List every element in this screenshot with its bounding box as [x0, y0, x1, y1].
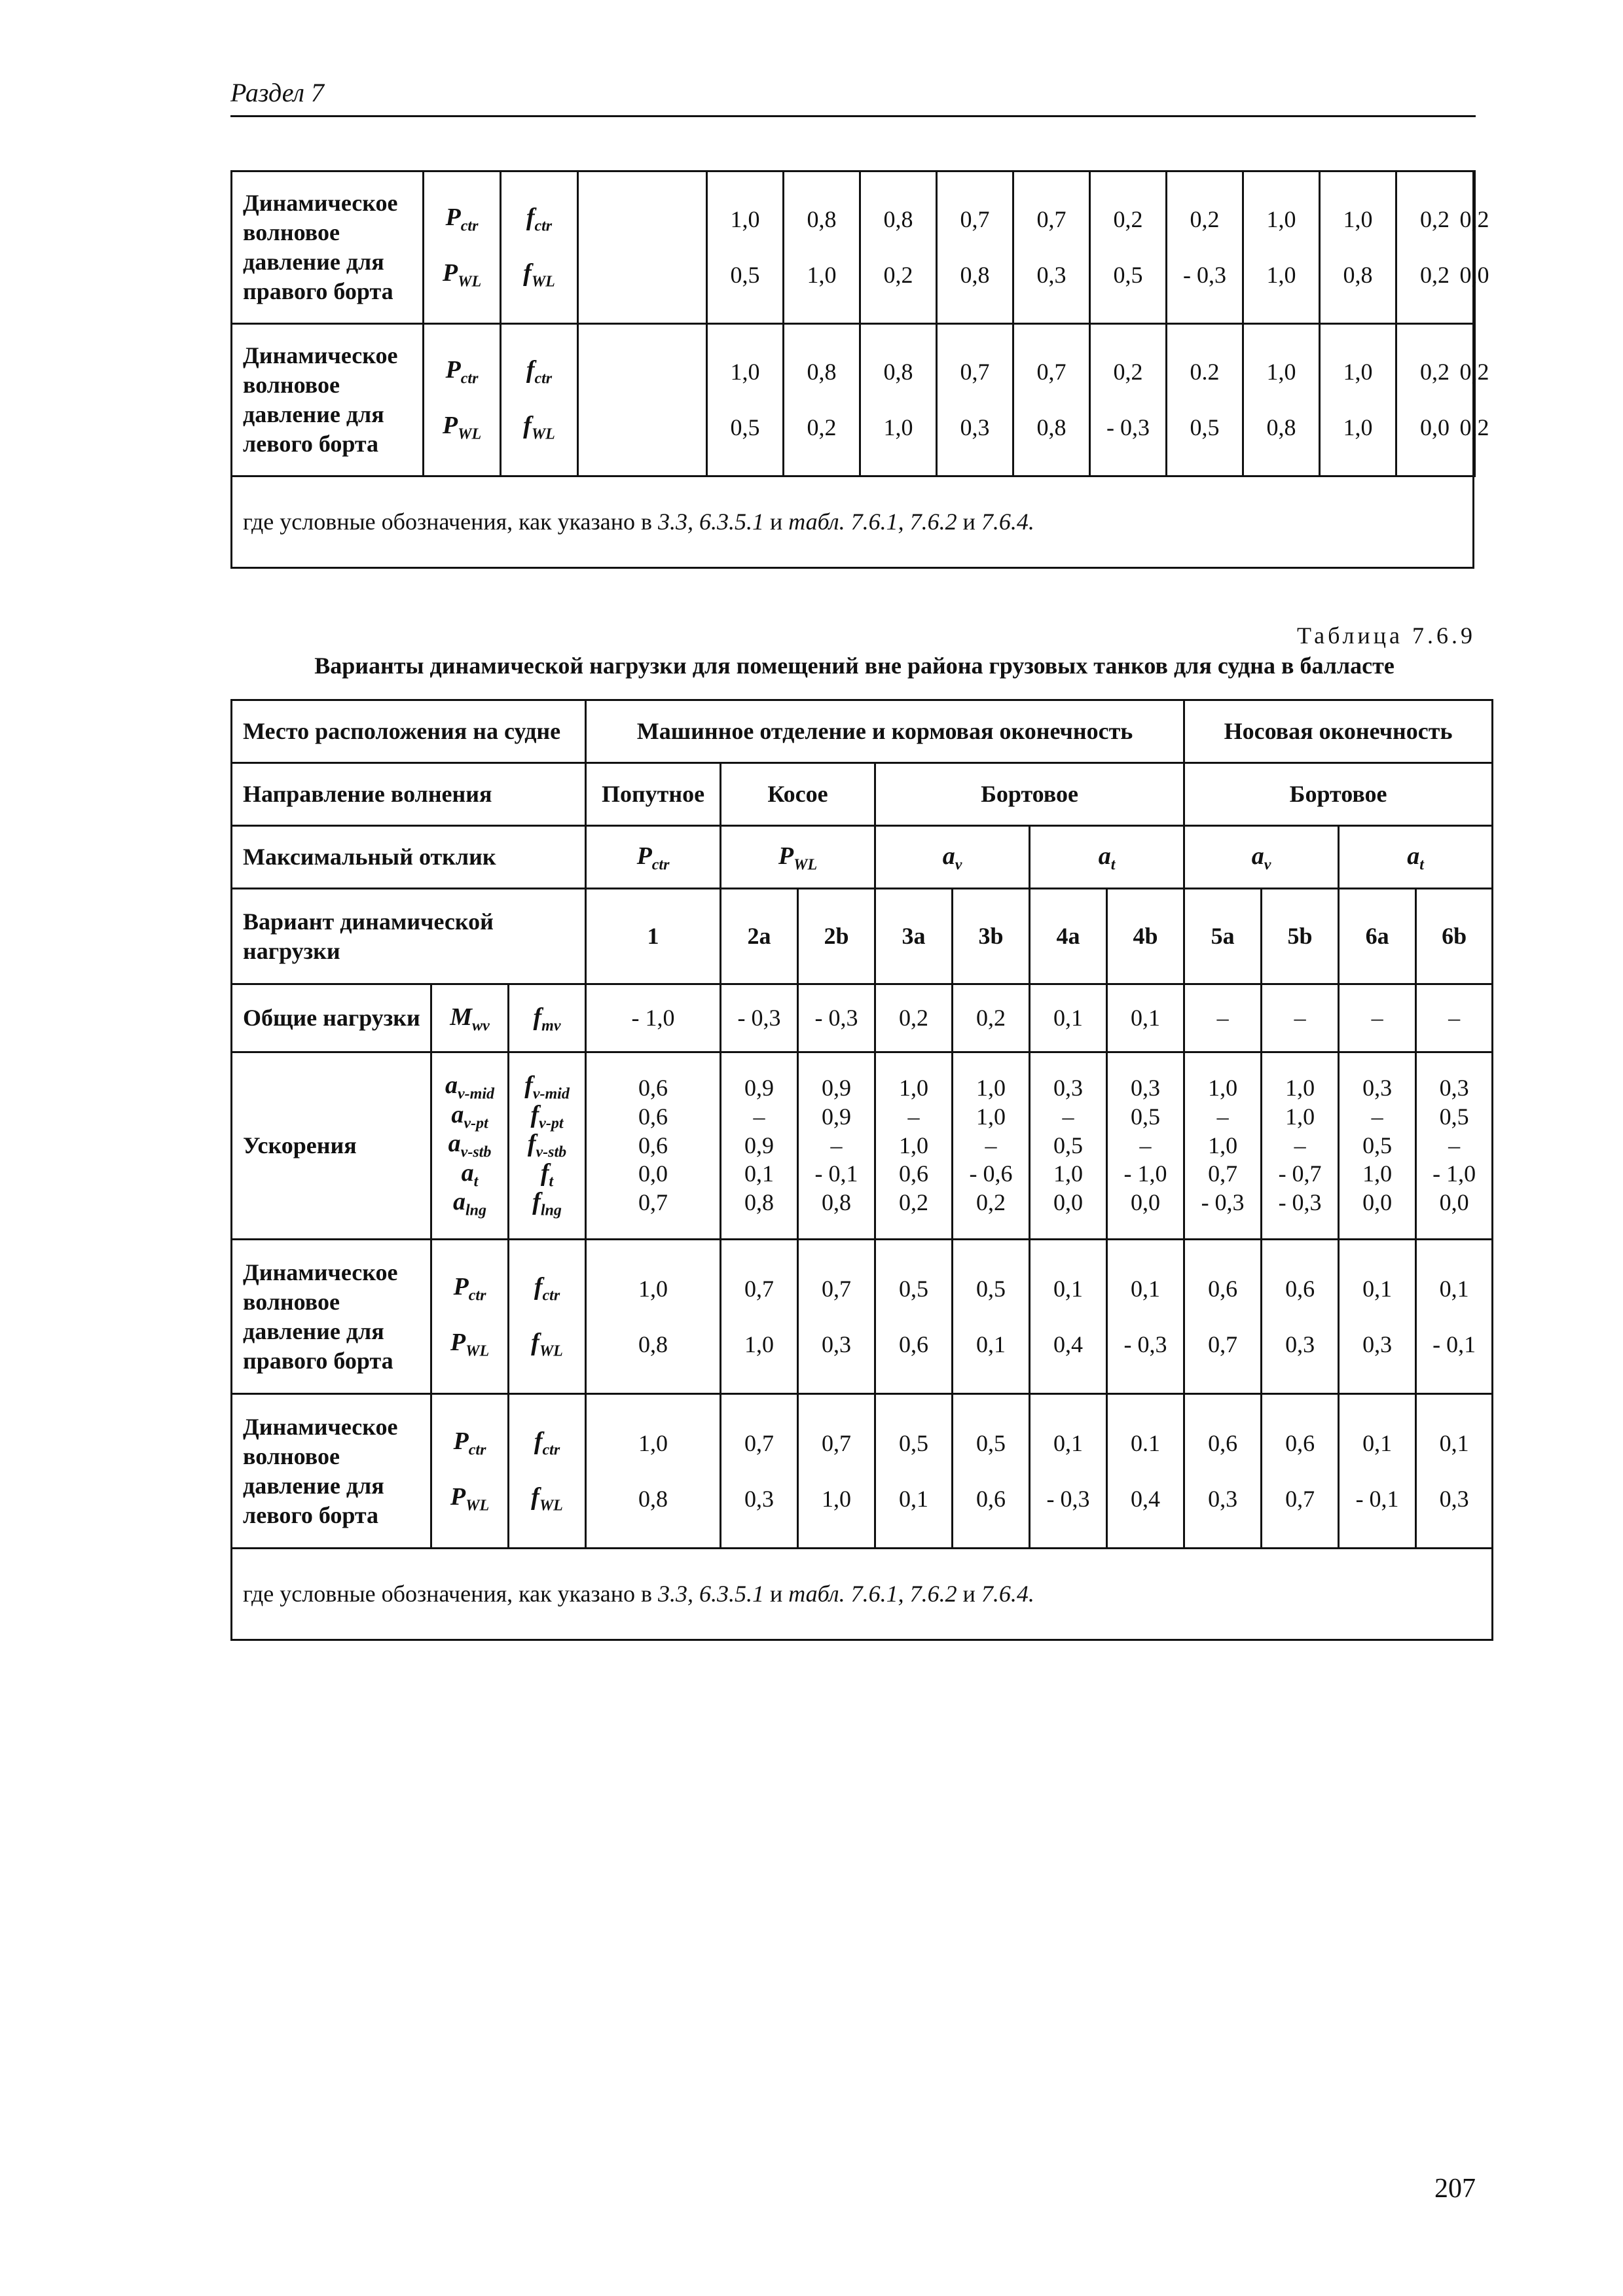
symbol-f: $f_{v-stb}$: [527, 1130, 567, 1161]
value-cell: 0,8 1,0: [860, 324, 937, 476]
max-response: [1184, 826, 1339, 889]
response-symbol: $P_{ctr}$: [636, 842, 670, 874]
table-row: [232, 700, 1493, 763]
table-row: [232, 826, 1493, 889]
value-cell: 0,3 0,5 – - 1,0 0,0: [1107, 1052, 1184, 1240]
row-label: Ускорения: [232, 1052, 431, 1240]
value-cell: 0,7 0,3: [1013, 171, 1090, 324]
value-cell: 1,0 0,8: [586, 1240, 721, 1394]
location-bow: Носовая оконечность: [1184, 700, 1493, 763]
variant-number: 3b: [953, 889, 1030, 984]
location-engine: Машинное отделение и кормовая оконечность: [586, 700, 1184, 763]
value-cell: 0,1 - 0,3: [1107, 1240, 1184, 1394]
row-label: Общие нагрузки: [232, 984, 431, 1052]
symbol-a: $a_{lng}$: [452, 1188, 486, 1219]
wave-beam: Бортовое: [1184, 763, 1493, 826]
factor-symbols: [509, 1052, 586, 1240]
value-cell: –: [1416, 984, 1493, 1052]
value-cell: 0,5 0,6: [875, 1240, 953, 1394]
value-cell: –: [1339, 984, 1416, 1052]
wave-oblique: Косое: [721, 763, 875, 826]
symbol-f: $f_{lng}$: [532, 1188, 562, 1219]
symbol-p-wl: $P_{WL}$: [450, 1328, 490, 1360]
symbol-f-wl: $f_{WL}$: [523, 259, 555, 291]
variant-header: Вариант динамической нагрузки: [232, 889, 586, 984]
symbol-a: $a_{v-stb}$: [448, 1130, 492, 1161]
value-cell: 0,5 0,1: [953, 1240, 1030, 1394]
value-cell: 1,0 0,8: [1243, 324, 1320, 476]
symbol-p-ctr: $P_{ctr}$: [445, 204, 479, 235]
factor-symbols: [509, 1394, 586, 1549]
symbol-f-ctr: $f_{ctr}$: [526, 204, 553, 235]
legend-note: где условные обозначения, как указано в 3.3, 6.3.5.1 и табл. 7.6.1, 7.6.2 и 7.6.4.: [232, 476, 1474, 568]
value-cell: 1,0 0,8: [1320, 171, 1396, 324]
table-row: [232, 763, 1493, 826]
table-row: [232, 984, 1493, 1052]
wave-following: Попутное: [586, 763, 721, 826]
max-response: [721, 826, 875, 889]
value-cell: 1,0 1,0: [1243, 171, 1320, 324]
table-title: Варианты динамической нагрузки для помещений вне района грузовых танков для судна в балласте: [314, 653, 1395, 679]
row-label: Динамическое волновое давление для правого борта: [232, 1240, 431, 1394]
value-cell: 0,8 0,2: [784, 324, 860, 476]
running-head: Раздел 7: [230, 78, 324, 107]
symbol-p-wl: $P_{WL}$: [442, 259, 482, 291]
wave-beam: Бортовое: [875, 763, 1184, 826]
symbol-m-wv: $M_{wv}$: [450, 1003, 490, 1035]
value-cell: 0,9 – 0,9 0,1 0,8: [721, 1052, 798, 1240]
table-row: [232, 1394, 1493, 1549]
value-cell: 0.2 0,5: [1167, 324, 1243, 476]
continued-table: [230, 170, 1489, 569]
value-cell: 0,3 – 0,5 1,0 0,0: [1339, 1052, 1416, 1240]
value-cell: 0,2 0,0: [1396, 324, 1474, 476]
variant-number: 4b: [1107, 889, 1184, 984]
max-response: [1030, 826, 1184, 889]
value-cell: 0,7 0,3: [798, 1240, 875, 1394]
note-row: [232, 476, 1475, 568]
value-cell: 1,0 0,5: [707, 171, 784, 324]
max-response: [586, 826, 721, 889]
value-cell: - 1,0: [586, 984, 721, 1052]
header-rule: [230, 115, 1476, 117]
factor-symbols: [501, 171, 578, 324]
value-cell: 0,8 1,0: [784, 171, 860, 324]
value-cell: 0,1 0,3: [1339, 1240, 1416, 1394]
table-row: [232, 1240, 1493, 1394]
symbol-p-ctr: $P_{ctr}$: [445, 356, 479, 387]
symbol-f-ctr: $f_{ctr}$: [534, 1272, 560, 1304]
value-cell: 0,2: [953, 984, 1030, 1052]
symbol-f: $f_{v-pt}$: [530, 1100, 564, 1132]
response-symbol: $a_t$: [1407, 842, 1424, 874]
value-cell: 0,1: [1030, 984, 1107, 1052]
value-cell: 0,2 0,0: [1474, 171, 1475, 324]
value-cell: 0,7 0,8: [937, 171, 1013, 324]
symbol-a: $a_{v-mid}$: [445, 1071, 494, 1103]
value-cell: 1,0 1,0 – - 0,6 0,2: [953, 1052, 1030, 1240]
value-cell: 0,1: [1107, 984, 1184, 1052]
value-cell: 1,0 0,5: [707, 324, 784, 476]
value-cell: 0,7 0,8: [1013, 324, 1090, 476]
value-cell: –: [1262, 984, 1339, 1052]
value-cell: 0,9 0,9 – - 0,1 0,8: [798, 1052, 875, 1240]
value-cell: 0,3 0,5 – - 1,0 0,0: [1416, 1052, 1493, 1240]
value-cell: 1,0 – 1,0 0,6 0,2: [875, 1052, 953, 1240]
response-symbols: [431, 1052, 509, 1240]
symbol-p-wl: $P_{WL}$: [450, 1482, 490, 1515]
table-row: [232, 171, 1475, 324]
table-row: [232, 324, 1475, 476]
table-row: [232, 1052, 1493, 1240]
location-header: Место расположения на судне: [232, 700, 586, 763]
max-response: [875, 826, 1030, 889]
value-cell: 0,1 - 0,3: [1030, 1394, 1107, 1549]
value-cell: 1,0 – 1,0 0,7 - 0,3: [1184, 1052, 1262, 1240]
value-cell: 0,7 1,0: [721, 1240, 798, 1394]
row-label: Динамическое волновое давление для правого борта: [232, 171, 424, 324]
symbol-f-mv: $f_{mv}$: [533, 1003, 561, 1035]
value-cell: 0,6 0,6 0,6 0,0 0,7: [586, 1052, 721, 1240]
symbol-f-wl: $f_{WL}$: [523, 412, 555, 443]
symbol-f-wl: $f_{WL}$: [531, 1482, 563, 1515]
value-cell: 0,8 0,2: [860, 171, 937, 324]
value-cell: 0,6 0,3: [1262, 1240, 1339, 1394]
response-symbols: [431, 1240, 509, 1394]
value-cell: 0.1 0,4: [1107, 1394, 1184, 1549]
variant-number: 3a: [875, 889, 953, 984]
table-number: Таблица 7.6.9: [1297, 622, 1476, 649]
value-cell: 1,0 1,0 – - 0,7 - 0,3: [1262, 1052, 1339, 1240]
value-cell: 0,2 0,5: [1090, 171, 1167, 324]
value-cell: 0,2: [875, 984, 953, 1052]
response-symbols: [431, 1394, 509, 1549]
variant-number: 5a: [1184, 889, 1262, 984]
symbol-f-wl: $f_{WL}$: [531, 1328, 563, 1360]
legend-note: где условные обозначения, как указано в 3.3, 6.3.5.1 и табл. 7.6.1, 7.6.2 и 7.6.4.: [232, 1549, 1493, 1640]
symbol-f: $f_{v-mid}$: [524, 1071, 570, 1103]
symbol-f: $f_t$: [540, 1158, 554, 1191]
value-cell: 0,5 0,1: [875, 1394, 953, 1549]
response-symbol: $a_t$: [1098, 842, 1116, 874]
value-cell: 0,5 0,6: [953, 1394, 1030, 1549]
symbol-f-ctr: $f_{ctr}$: [526, 356, 553, 387]
variant-number: 6b: [1416, 889, 1493, 984]
response-symbol: $P_{WL}$: [778, 842, 818, 874]
symbol-a: $a_{v-pt}$: [451, 1100, 488, 1132]
symbol-f-ctr: $f_{ctr}$: [534, 1427, 560, 1459]
value-cell: 0,1 0,3: [1416, 1394, 1493, 1549]
page-number: 207: [1434, 2174, 1476, 2204]
variant-number: 2a: [721, 889, 798, 984]
factor-symbols: [509, 984, 586, 1052]
empty-cell: [578, 324, 707, 476]
response-symbols: [424, 324, 501, 476]
value-cell: - 0,3: [721, 984, 798, 1052]
value-cell: 0,7 1,0: [798, 1394, 875, 1549]
row-label: Динамическое волновое давление для левого борта: [232, 324, 424, 476]
value-cell: 0,1 0,4: [1030, 1240, 1107, 1394]
value-cell: 0,7 0,3: [721, 1394, 798, 1549]
value-cell: 0,2 0,2: [1396, 171, 1474, 324]
response-symbol: $a_v$: [1251, 842, 1271, 874]
value-cell: 0,1 - 0,1: [1339, 1394, 1416, 1549]
value-cell: - 0,3: [798, 984, 875, 1052]
max-response: [1339, 826, 1493, 889]
value-cell: 0,3 – 0,5 1,0 0,0: [1030, 1052, 1107, 1240]
value-cell: 0,6 0,7: [1262, 1394, 1339, 1549]
response-symbols: [431, 984, 509, 1052]
value-cell: –: [1184, 984, 1262, 1052]
empty-cell: [578, 171, 707, 324]
symbol-p-wl: $P_{WL}$: [442, 412, 482, 443]
symbol-p-ctr: $P_{ctr}$: [453, 1427, 486, 1459]
value-cell: 0,1 - 0,1: [1416, 1240, 1493, 1394]
value-cell: 0,7 0,3: [937, 324, 1013, 476]
value-cell: 0,2 - 0,3: [1090, 324, 1167, 476]
load-variants-table: [230, 699, 1493, 1641]
value-cell: 1,0 0,8: [586, 1394, 721, 1549]
response-header: Максимальный отклик: [232, 826, 586, 889]
variant-number: 5b: [1262, 889, 1339, 984]
table-row: [232, 889, 1493, 984]
value-cell: 0,2 - 0,3: [1167, 171, 1243, 324]
response-symbol: $a_v$: [942, 842, 962, 874]
symbol-p-ctr: $P_{ctr}$: [453, 1272, 486, 1304]
value-cell: 0,6 0,3: [1184, 1394, 1262, 1549]
factor-symbols: [501, 324, 578, 476]
value-cell: 1,0 1,0: [1320, 324, 1396, 476]
wave-header: Направление волнения: [232, 763, 586, 826]
variant-number: 4a: [1030, 889, 1107, 984]
response-symbols: [424, 171, 501, 324]
variant-number: 1: [586, 889, 721, 984]
symbol-a: $a_t$: [461, 1158, 479, 1191]
factor-symbols: [509, 1240, 586, 1394]
row-label: Динамическое волновое давление для левого борта: [232, 1394, 431, 1549]
variant-number: 2b: [798, 889, 875, 984]
note-row: [232, 1549, 1493, 1640]
value-cell: 0,6 0,7: [1184, 1240, 1262, 1394]
value-cell: 0,2 0,2: [1474, 324, 1475, 476]
variant-number: 6a: [1339, 889, 1416, 984]
